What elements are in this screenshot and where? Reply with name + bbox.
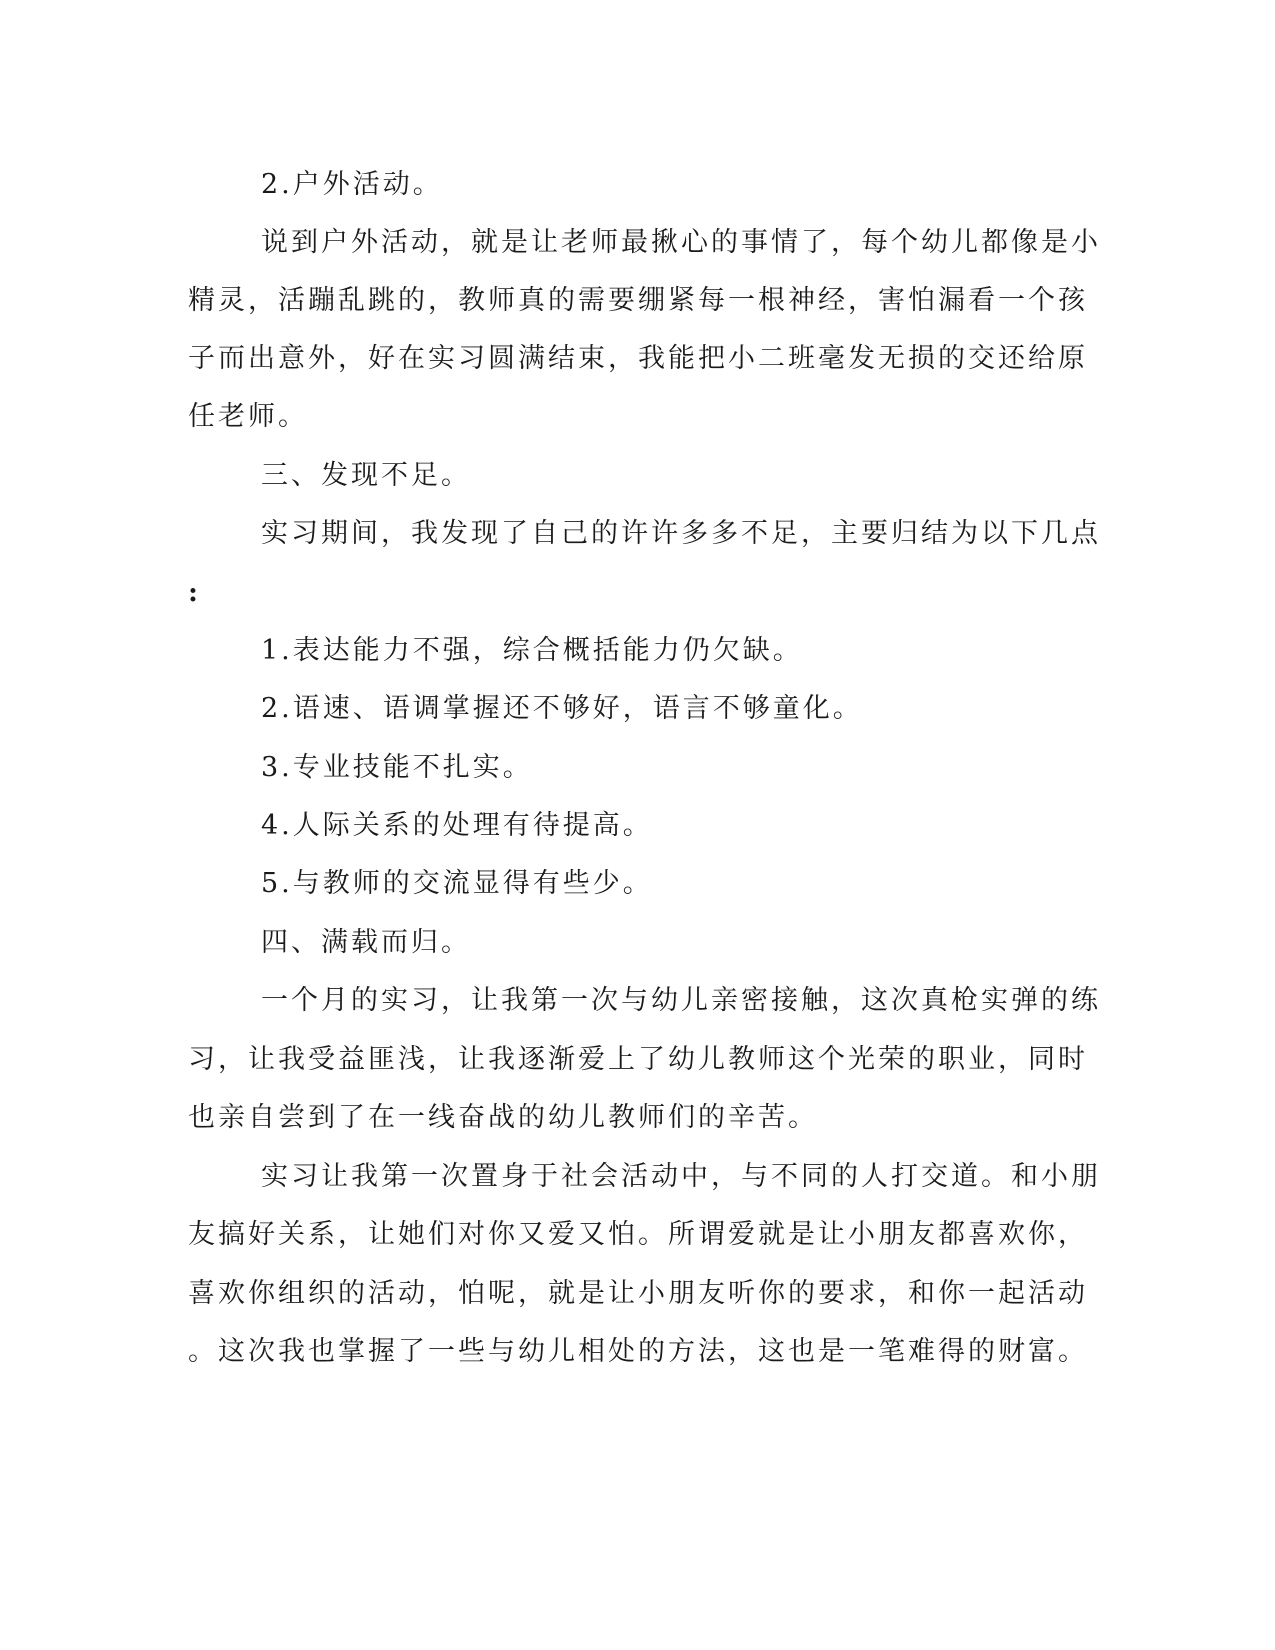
text-line-14: 四、满载而归。 xyxy=(261,927,471,958)
text-line-6: 三、发现不足。 xyxy=(261,460,471,491)
text-line-9: 1.表达能力不强，综合概括能力仍欠缺。 xyxy=(261,635,803,666)
text-line-7: 实习期间，我发现了自己的许许多多不足，主要归结为以下几点 xyxy=(261,518,1101,549)
text-line-21: 。这次我也掌握了一些与幼儿相处的方法，这也是一笔难得的财富。 xyxy=(188,1336,1088,1367)
text-line-5: 任老师。 xyxy=(188,401,308,432)
text-line-11: 3.专业技能不扎实。 xyxy=(261,752,533,783)
text-line-10: 2.语速、语调掌握还不够好，语言不够童化。 xyxy=(261,693,863,724)
text-line-20: 喜欢你组织的活动，怕呢，就是让小朋友听你的要求，和你一起活动 xyxy=(188,1278,1088,1309)
text-line-17: 也亲自尝到了在一线奋战的幼儿教师们的辛苦。 xyxy=(188,1102,818,1133)
text-line-12: 4.人际关系的处理有待提高。 xyxy=(261,810,653,841)
text-line-16: 习，让我受益匪浅，让我逐渐爱上了幼儿教师这个光荣的职业，同时 xyxy=(188,1044,1088,1075)
text-line-18: 实习让我第一次置身于社会活动中，与不同的人打交道。和小朋 xyxy=(261,1161,1101,1192)
text-line-4: 子而出意外，好在实习圆满结束，我能把小二班毫发无损的交还给原 xyxy=(188,343,1088,374)
text-line-19: 友搞好关系，让她们对你又爱又怕。所谓爱就是让小朋友都喜欢你， xyxy=(188,1219,1088,1250)
text-line-1: 2.户外活动。 xyxy=(261,169,443,200)
text-line-13: 5.与教师的交流显得有些少。 xyxy=(261,868,653,899)
text-line-8: : xyxy=(188,577,201,608)
text-line-2: 说到户外活动，就是让老师最揪心的事情了，每个幼儿都像是小 xyxy=(261,227,1101,258)
text-line-15: 一个月的实习，让我第一次与幼儿亲密接触，这次真枪实弹的练 xyxy=(261,985,1101,1016)
text-line-3: 精灵，活蹦乱跳的，教师真的需要绷紧每一根神经，害怕漏看一个孩 xyxy=(188,285,1088,316)
